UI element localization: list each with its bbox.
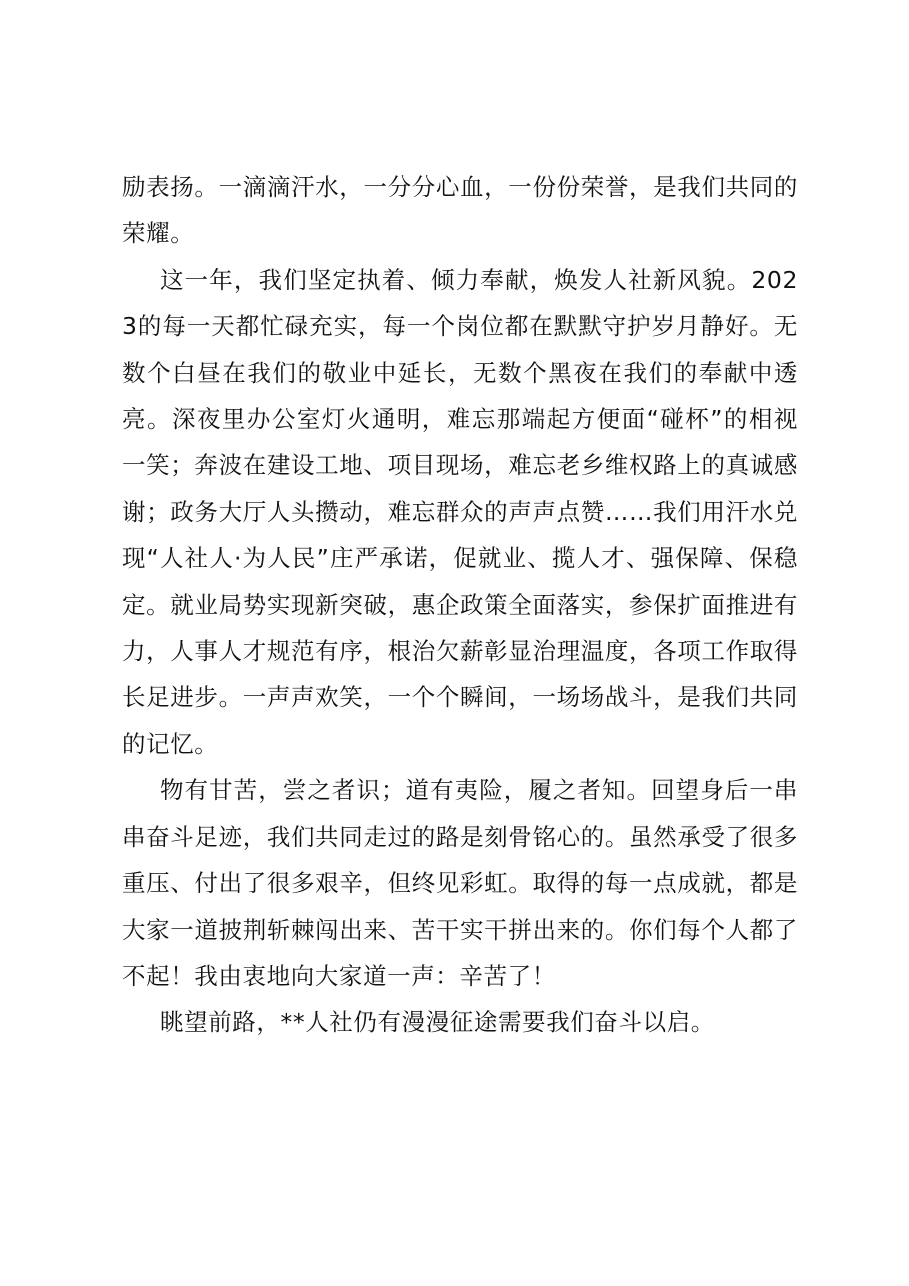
paragraph-2: 这一年，我们坚定执着、倾力奉献，焕发人社新风貌。2023的每一天都忙碌充实，每一个岗位都在默默守护岁月静好。无数个白昼在我们的敬业中延长，无数个黑夜在我们的奉献中透亮。深夜里办公室灯火通明，难忘那端起方便面“碰杯”的相视一笑；奔波在建设工地、项目现场，难忘老乡维权路上的真诚感谢；政务大厅人头攒动，难忘群众的声声点赞……我们用汗水兑现“人社人·为人民”庄严承诺，促就业、揽人才、强保障、保稳定。就业局势实现新突破，惠企政策全面落实，参保扩面推进有力，人事人才规范有序，根治欠薪彰显治理温度，各项工作取得长足进步。一声声欢笑，一个个瞬间，一场场战斗，是我们共同的记忆。: [122, 265, 798, 758]
paragraph-4: 眺望前路，**人社仍有漫漫征途需要我们奋斗以启。: [160, 1008, 715, 1037]
document-body: [122, 164, 798, 1046]
paragraph-3: 物有甘苦，尝之者识；道有夷险，履之者知。回望身后一串串奋斗足迹，我们共同走过的路是刻骨铭心的。虽然承受了很多重压、付出了很多艰辛，但终见彩虹。取得的每一点成就，都是大家一道披荆斩棘闯出来、苦干实干拼出来的。你们每个人都了不起！我由衷地向大家道一声：辛苦了！: [122, 776, 798, 990]
paragraph-1: 励表扬。一滴滴汗水，一分分心血，一份份荣誉，是我们共同的荣耀。: [122, 173, 798, 248]
